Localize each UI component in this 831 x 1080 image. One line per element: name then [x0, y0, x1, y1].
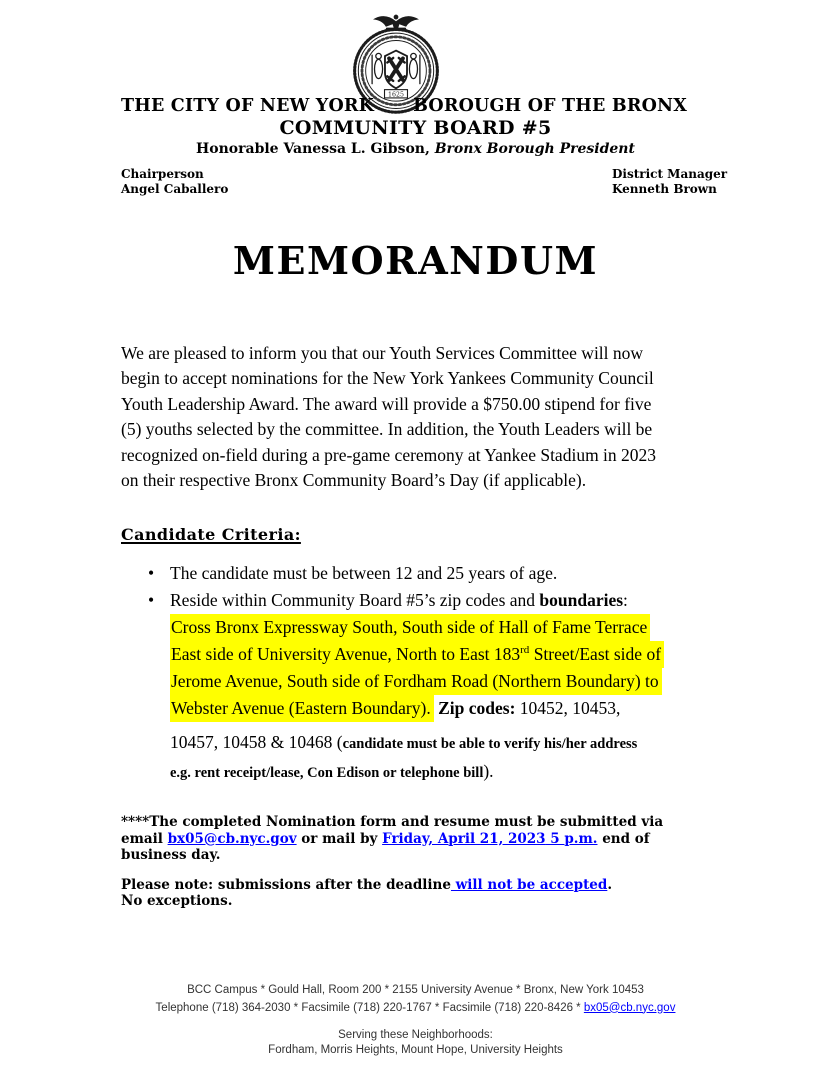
chairperson-label: Chairperson — [121, 167, 204, 181]
district-manager-label: District Manager — [612, 167, 728, 181]
seal-year: 1625 — [388, 91, 404, 99]
footer-email-link[interactable]: bx05@cb.nyc.gov — [583, 1001, 676, 1014]
zip-codes-label: Zip codes: — [433, 698, 516, 718]
notice-line-2: email bx05@cb.nyc.gov or mail by Friday, April 21, 2023 5 p.m. end of — [121, 830, 650, 847]
intro-line: (5) youths selected by the committee. In addition, the Youth Leaders will be — [121, 419, 653, 440]
city-title: THE CITY OF NEW YORK — [121, 96, 375, 116]
borough-title: BOROUGH OF THE BRONX — [413, 96, 687, 116]
borough-president-title: Bronx Borough President — [434, 141, 635, 157]
email-link[interactable]: bx05@cb.nyc.gov — [167, 830, 297, 847]
notice-line-1: ****The completed Nomination form and resume must be submitted via — [121, 814, 664, 830]
no-exceptions-line: No exceptions. — [121, 893, 233, 909]
submission-notice — [121, 814, 741, 910]
criteria-heading: Candidate Criteria: — [121, 525, 301, 544]
highlight-line-1: Cross Bronx Expressway South, South side of Hall of Fame Terrace — [170, 614, 741, 641]
chairperson-name: Angel Caballero — [121, 181, 229, 196]
verify-docs-bold: e.g. rent receipt/lease, Con Edison or telephone bill — [170, 765, 484, 781]
district-manager-name: Kenneth Brown — [612, 181, 717, 196]
footer-contacts: Telephone (718) 364-2030 * Facsimile (718) 220-1767 * Facsimile (718) 220-8426 * bx05@cb.nyc.gov — [155, 1001, 676, 1014]
bullet-item-age — [121, 560, 741, 587]
neighborhoods-line: Fordham, Morris Heights, Mount Hope, University Heights — [268, 1044, 563, 1056]
page-footer — [0, 982, 831, 1058]
serving-label: Serving these Neighborhoods: — [338, 1029, 493, 1041]
verify-address-bold: candidate must be able to verify his/her address — [342, 736, 638, 752]
highlight-line-3: Jerome Avenue, South side of Fordham Road (Northern Boundary) to — [170, 668, 741, 695]
zip-line-3: e.g. rent receipt/lease, Con Edison or telephone bill). — [170, 761, 494, 781]
intro-paragraph — [121, 341, 721, 493]
header-title-row — [121, 96, 687, 116]
highlight-line-4-and-zip: Webster Avenue (Eastern Boundary). Zip codes: 10452, 10453, — [170, 695, 741, 722]
intro-line: on their respective Bronx Community Board’s Day (if applicable). — [121, 470, 587, 491]
intro-line: begin to accept nominations for the New York Yankees Community Council — [121, 368, 654, 389]
deadline-time: 5 p.m. — [545, 830, 598, 847]
criteria-list — [121, 560, 741, 787]
deadline-date: Friday, April 21, 2023 — [382, 830, 546, 847]
bullet-age-text: The candidate must be between 12 and 25 years of age. — [170, 563, 558, 583]
zip-line-2: 10457, 10458 & 10468 (candidate must be able to verify his/her address — [170, 732, 638, 752]
board-title: COMMUNITY BOARD #5 — [279, 117, 552, 139]
district-manager-block — [612, 167, 727, 196]
serving-block — [0, 1028, 831, 1058]
bullet-icon: • — [148, 590, 155, 610]
footer-address: BCC Campus * Gould Hall, Room 200 * 2155 University Avenue * Bronx, New York 10453 — [187, 984, 644, 996]
zip-codes-values: 10452, 10453, — [515, 698, 621, 718]
intro-line: Youth Leadership Award. The award will provide a $750.00 stipend for five — [121, 393, 652, 414]
notice-line-3: business day. — [121, 847, 221, 863]
deadline-warning: Please note: submissions after the deadline will not be accepted. — [121, 876, 613, 893]
honorable-name: Honorable Vanessa L. Gibson, — [196, 141, 435, 157]
memo-title: MEMORANDUM — [232, 238, 599, 283]
ordinal-superscript: rd — [520, 644, 530, 657]
bullet-item-residency — [121, 587, 741, 614]
intro-line: recognized on-field during a pre-game ceremony at Yankee Stadium in 2023 — [121, 444, 657, 465]
bullet-icon: • — [148, 563, 155, 583]
intro-line: We are pleased to inform you that our Youth Services Committee will now — [121, 343, 644, 363]
not-accepted-emphasis: will not be accepted — [450, 876, 608, 893]
chairperson-block — [121, 167, 228, 196]
bullet-residency-text: Reside within Community Board #5’s zip codes and boundaries: — [170, 590, 628, 610]
borough-president-line — [0, 141, 831, 157]
highlight-line-2: East side of University Avenue, North to East 183rd Street/East side of — [170, 641, 741, 668]
boundaries-bold: boundaries — [539, 590, 624, 610]
